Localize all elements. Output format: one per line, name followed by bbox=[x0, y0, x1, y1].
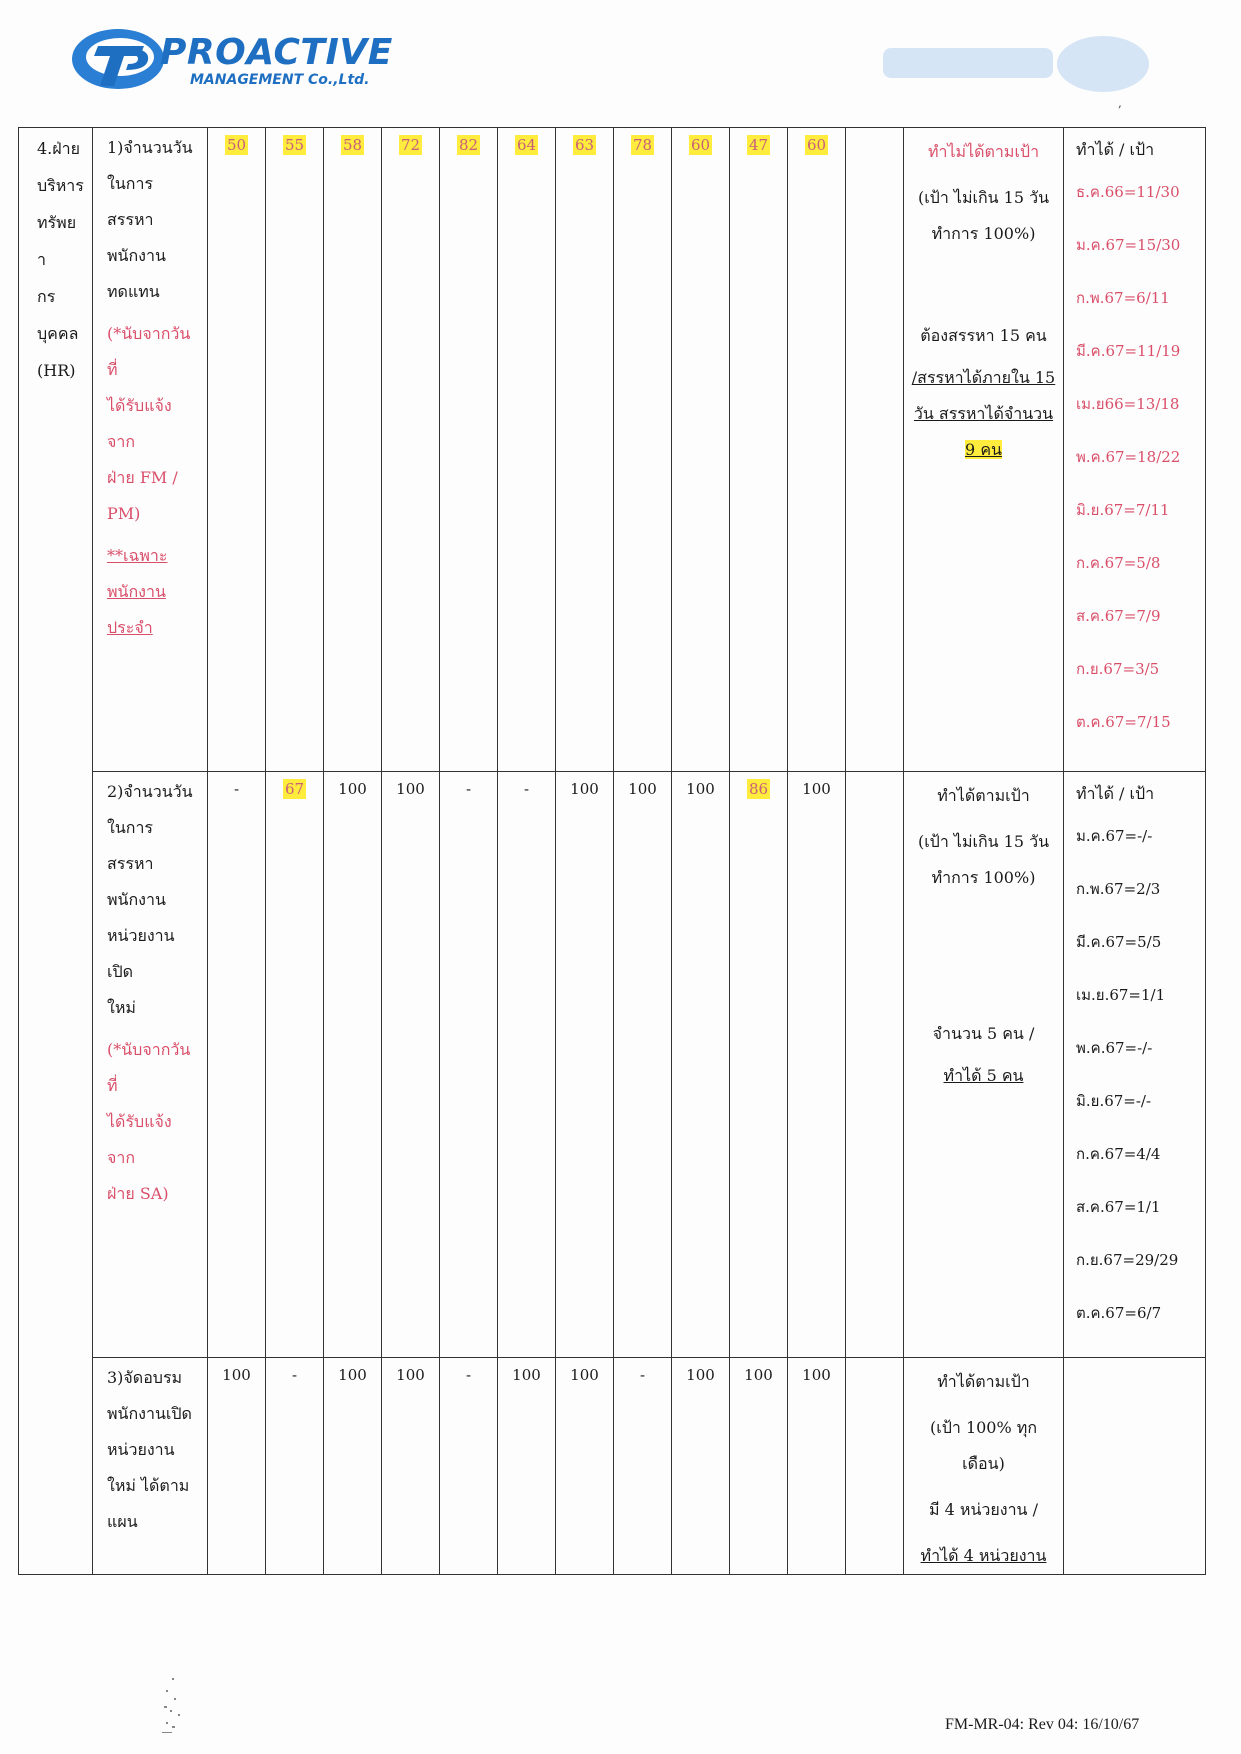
kpi-note-line: พนักงาน bbox=[107, 582, 166, 601]
table-row bbox=[19, 772, 1206, 1358]
month-value: 50 bbox=[226, 136, 247, 154]
target-line: (เป้า ไม่เกิน 15 วัน bbox=[917, 832, 1050, 851]
month-value-cell bbox=[266, 1358, 324, 1575]
status-text: ทำไม่ได้ตามเป้า bbox=[927, 142, 1040, 161]
detail-line: /สรรหาได้ภายใน 15 bbox=[911, 368, 1056, 387]
detail-line: ทำได้ 5 คน bbox=[943, 1066, 1024, 1085]
kpi-title-line: พนักงาน bbox=[107, 890, 166, 909]
department-line: กร bbox=[37, 287, 56, 306]
month-value: 100 bbox=[686, 780, 715, 798]
empty-results-cell bbox=[1064, 1358, 1206, 1575]
month-value: 100 bbox=[802, 780, 831, 798]
month-value-cell bbox=[266, 128, 324, 772]
month-value-cell bbox=[382, 1358, 440, 1575]
result-entry: ก.พ.67=6/11 bbox=[1076, 289, 1170, 307]
month-value-cell bbox=[788, 128, 846, 772]
month-value: 47 bbox=[748, 136, 769, 154]
month-value: 86 bbox=[748, 780, 769, 798]
kpi-title-cell bbox=[93, 772, 208, 1358]
month-value: 100 bbox=[338, 780, 367, 798]
month-value-cell bbox=[440, 772, 498, 1358]
empty-cell bbox=[846, 1358, 904, 1575]
results-header: ทำได้ / เป้า bbox=[1076, 140, 1155, 159]
result-entry: ต.ค.67=6/7 bbox=[1076, 1304, 1162, 1322]
month-value: 60 bbox=[806, 136, 827, 154]
month-value-cell bbox=[556, 1358, 614, 1575]
result-entry: มิ.ย.67=7/11 bbox=[1076, 501, 1170, 519]
month-value-cell bbox=[208, 772, 266, 1358]
results-cell bbox=[1064, 772, 1206, 1358]
status-text: ทำได้ตามเป้า bbox=[937, 786, 1030, 805]
target-line: ทำการ 100%) bbox=[931, 868, 1036, 887]
month-value: 100 bbox=[396, 780, 425, 798]
kpi-note-line: ได้รับแจ้งจาก bbox=[107, 396, 172, 451]
month-value: 100 bbox=[512, 1366, 541, 1384]
result-entry: ก.ย.67=3/5 bbox=[1076, 660, 1160, 678]
month-value: - bbox=[639, 1366, 646, 1384]
kpi-title-cell bbox=[93, 128, 208, 772]
month-value-cell bbox=[614, 1358, 672, 1575]
month-value-cell bbox=[266, 772, 324, 1358]
company-logo bbox=[68, 24, 393, 98]
kpi-title-line: ในการสรรหา bbox=[107, 818, 154, 873]
kpi-note-line: (*นับจากวันที่ bbox=[107, 324, 191, 379]
result-entry: ม.ค.67=-/- bbox=[1076, 827, 1153, 845]
kpi-title-line: หน่วยงานเปิด bbox=[107, 926, 175, 981]
month-value-cell bbox=[614, 772, 672, 1358]
kpi-title-line: 3)จัดอบรม bbox=[107, 1368, 183, 1387]
kpi-title-line: 1)จำนวนวัน bbox=[107, 138, 193, 157]
month-value-cell bbox=[556, 772, 614, 1358]
detail-line: วัน สรรหาได้จำนวน bbox=[913, 404, 1054, 423]
month-value: - bbox=[233, 780, 240, 798]
result-entry: มี.ค.67=5/5 bbox=[1076, 933, 1162, 951]
empty-cell bbox=[846, 128, 904, 772]
result-entry: ก.พ.67=2/3 bbox=[1076, 880, 1161, 898]
month-value-cell bbox=[730, 1358, 788, 1575]
result-entry: มี.ค.67=11/19 bbox=[1076, 342, 1181, 360]
results-header: ทำได้ / เป้า bbox=[1076, 784, 1155, 803]
month-value: 82 bbox=[458, 136, 479, 154]
form-revision-footer: FM-MR-04: Rev 04: 16/10/67 bbox=[945, 1716, 1140, 1733]
kpi-note-line: (*นับจากวันที่ bbox=[107, 1040, 191, 1095]
result-entry: ก.ย.67=29/29 bbox=[1076, 1251, 1179, 1269]
month-value-cell bbox=[614, 128, 672, 772]
month-value-cell bbox=[324, 128, 382, 772]
status-cell bbox=[904, 128, 1064, 772]
kpi-note-line: ประจำ bbox=[107, 618, 153, 637]
month-value-cell bbox=[498, 1358, 556, 1575]
target-line: (เป้า 100% ทุกเดือน) bbox=[930, 1418, 1037, 1473]
month-value-cell bbox=[672, 1358, 730, 1575]
faded-logo-watermark bbox=[873, 30, 1163, 100]
result-entry: พ.ค.67=-/- bbox=[1076, 1039, 1153, 1057]
month-value: 63 bbox=[574, 136, 595, 154]
result-entry: ก.ค.67=4/4 bbox=[1076, 1145, 1161, 1163]
month-value: - bbox=[465, 780, 472, 798]
logo-subtitle: MANAGEMENT Co.,Ltd. bbox=[190, 72, 370, 88]
kpi-title-line: แผน bbox=[107, 1512, 138, 1531]
result-entry: ธ.ค.66=11/30 bbox=[1076, 183, 1180, 201]
month-value: 100 bbox=[570, 1366, 599, 1384]
month-value: 78 bbox=[632, 136, 653, 154]
month-value: - bbox=[523, 780, 530, 798]
result-entry: ส.ค.67=7/9 bbox=[1076, 607, 1161, 625]
month-value-cell bbox=[730, 772, 788, 1358]
month-value: 100 bbox=[802, 1366, 831, 1384]
month-value: 100 bbox=[744, 1366, 773, 1384]
kpi-note-line: PM) bbox=[107, 504, 141, 523]
month-value-cell bbox=[672, 772, 730, 1358]
month-value: 67 bbox=[284, 780, 305, 798]
month-value: 72 bbox=[400, 136, 421, 154]
status-text: ทำได้ตามเป้า bbox=[937, 1372, 1030, 1391]
month-value-cell bbox=[730, 128, 788, 772]
table-row bbox=[19, 128, 1206, 772]
month-value-cell bbox=[382, 128, 440, 772]
month-value-cell bbox=[556, 128, 614, 772]
kpi-title-line: ใหม่ bbox=[107, 998, 136, 1017]
department-line: ทรัพยา bbox=[37, 213, 77, 269]
table-row bbox=[19, 1358, 1206, 1575]
status-cell bbox=[904, 772, 1064, 1358]
detail-line: ทำได้ 4 หน่วยงาน bbox=[920, 1546, 1047, 1565]
month-value-cell bbox=[324, 772, 382, 1358]
pen-mark: , bbox=[1118, 96, 1122, 110]
month-value: - bbox=[291, 1366, 298, 1384]
kpi-note-line: **เฉพาะ bbox=[107, 546, 168, 565]
month-value: 100 bbox=[396, 1366, 425, 1384]
status-cell bbox=[904, 1358, 1064, 1575]
department-line: บุคคล bbox=[37, 324, 79, 343]
department-line: 4.ฝ่าย bbox=[37, 139, 80, 158]
detail-line: ต้องสรรหา 15 คน bbox=[920, 326, 1047, 345]
target-line: ทำการ 100%) bbox=[931, 224, 1036, 243]
month-value: 60 bbox=[690, 136, 711, 154]
month-value: 100 bbox=[686, 1366, 715, 1384]
month-value-cell bbox=[498, 128, 556, 772]
result-entry: ม.ค.67=15/30 bbox=[1076, 236, 1181, 254]
detail-line: 9 คน bbox=[965, 440, 1002, 459]
kpi-title-line: 2)จำนวนวัน bbox=[107, 782, 193, 801]
month-value: - bbox=[465, 1366, 472, 1384]
result-entry: เม.ย66=13/18 bbox=[1076, 395, 1180, 413]
month-value-cell bbox=[672, 128, 730, 772]
month-value-cell bbox=[382, 772, 440, 1358]
logo-mark-icon bbox=[68, 24, 168, 94]
month-value: 64 bbox=[516, 136, 537, 154]
department-cell bbox=[19, 128, 93, 1575]
result-entry: พ.ค.67=18/22 bbox=[1076, 448, 1181, 466]
kpi-title-line: ใหม่ ได้ตาม bbox=[107, 1476, 190, 1495]
results-cell bbox=[1064, 128, 1206, 772]
month-value: 100 bbox=[222, 1366, 251, 1384]
kpi-title-line: ทดแทน bbox=[107, 282, 160, 301]
result-entry: เม.ย.67=1/1 bbox=[1076, 986, 1166, 1004]
empty-cell bbox=[846, 772, 904, 1358]
month-value: 100 bbox=[570, 780, 599, 798]
logo-title: PROACTIVE bbox=[160, 32, 393, 73]
result-entry: ส.ค.67=1/1 bbox=[1076, 1198, 1161, 1216]
kpi-title-cell bbox=[93, 1358, 208, 1575]
month-value-cell bbox=[788, 1358, 846, 1575]
scan-speckle bbox=[160, 1676, 186, 1736]
month-value: 100 bbox=[338, 1366, 367, 1384]
month-value: 55 bbox=[284, 136, 305, 154]
kpi-title-line: หน่วยงาน bbox=[107, 1440, 175, 1459]
month-value-cell bbox=[788, 772, 846, 1358]
department-line: (HR) bbox=[37, 361, 76, 380]
target-line: (เป้า ไม่เกิน 15 วัน bbox=[917, 188, 1050, 207]
kpi-note-line: ฝ่าย SA) bbox=[107, 1184, 169, 1203]
kpi-note-line: ได้รับแจ้งจาก bbox=[107, 1112, 172, 1167]
kpi-title-line: ในการสรรหา bbox=[107, 174, 154, 229]
detail-line: มี 4 หน่วยงาน / bbox=[929, 1500, 1038, 1519]
result-entry: ก.ค.67=5/8 bbox=[1076, 554, 1161, 572]
month-value-cell bbox=[440, 128, 498, 772]
month-value-cell bbox=[498, 772, 556, 1358]
month-value: 58 bbox=[342, 136, 363, 154]
month-value-cell bbox=[324, 1358, 382, 1575]
month-value-cell bbox=[440, 1358, 498, 1575]
month-value-cell bbox=[208, 1358, 266, 1575]
kpi-title-line: พนักงาน bbox=[107, 246, 166, 265]
detail-line: จำนวน 5 คน / bbox=[932, 1024, 1035, 1043]
kpi-table bbox=[18, 127, 1205, 1575]
month-value-cell bbox=[208, 128, 266, 772]
result-entry: มิ.ย.67=-/- bbox=[1076, 1092, 1152, 1110]
kpi-title-line: พนักงานเปิด bbox=[107, 1404, 192, 1423]
month-value: 100 bbox=[628, 780, 657, 798]
kpi-note-line: ฝ่าย FM / bbox=[107, 468, 178, 487]
result-entry: ต.ค.67=7/15 bbox=[1076, 713, 1171, 731]
department-line: บริหาร bbox=[37, 176, 84, 195]
